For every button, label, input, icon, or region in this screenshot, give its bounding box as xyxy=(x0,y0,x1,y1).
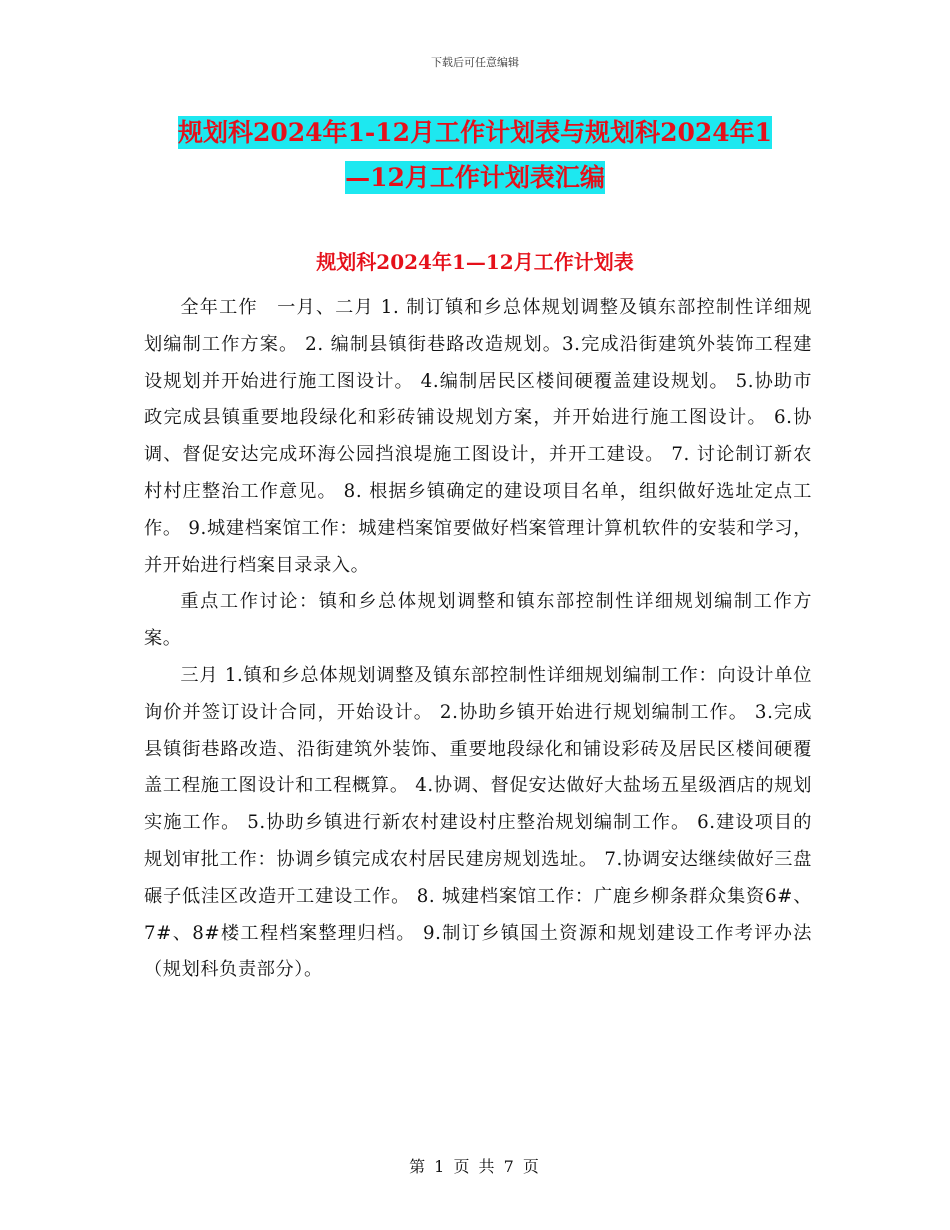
document-body xyxy=(144,290,812,989)
paragraph-march: 三月 1.镇和乡总体规划调整及镇东部控制性详细规划编制工作：向设计单位询价并签订设计合同，开始设计。 2.协助乡镇开始进行规划编制工作。 3.完成县镇街巷路改造、沿街建筑外装饰、重要地段绿化和铺设彩砖及居民区楼间硬覆盖工程施工图设计和工程概算。 4.协调、督促安达做好大盐场五星级酒店的规划实施工作。 5.协助乡镇进行新农村建设村庄整治规划编制工作。 6.建设项目的规划审批工作：协调乡镇完成农村居民建房规划选址。 7.协调安达继续做好三盘碾子低洼区改造开工建设工作。 8. 城建档案馆工作：广鹿乡柳条群众集资6#、7#、8#楼工程档案整理归档。 9.制订乡镇国土资源和规划建设工作考评办法（规划科负责部分）。 xyxy=(144,664,812,981)
section-title: 规划科2024年1—12月工作计划表 xyxy=(316,250,634,274)
document-title-line-2: —12月工作计划表汇编 xyxy=(345,163,605,192)
document-title-line-1: 规划科2024年1-12月工作计划表与规划科2024年1 xyxy=(177,118,773,147)
paragraph-key-discussion: 重点工作讨论：镇和乡总体规划调整和镇东部控制性详细规划编制工作方案。 xyxy=(144,591,812,650)
document-title xyxy=(140,110,810,200)
page-header-note: 下载后可任意编辑 xyxy=(431,56,519,69)
page-number-footer: 第 1 页 共 7 页 xyxy=(409,1157,541,1176)
paragraph-january-february: 全年工作 一月、二月 1. 制订镇和乡总体规划调整及镇东部控制性详细规划编制工作方案。 2. 编制县镇街巷路改造规划。3.完成沿街建筑外装饰工程建设规划并开始进行施工图设计。 4.编制居民区楼间硬覆盖建设规划。 5.协助市政完成县镇重要地段绿化和彩砖铺设规划方案，并开始进行施工图设计。 6.协调、督促安达完成环海公园挡浪堤施工图设计，并开工建设。 7. 讨论制订新农村村庄整治工作意见。 8. 根据乡镇确定的建设项目名单，组织做好选址定点工作。 9.城建档案馆工作：城建档案馆要做好档案管理计算机软件的安装和学习，并开始进行档案目录录入。 xyxy=(144,297,812,576)
